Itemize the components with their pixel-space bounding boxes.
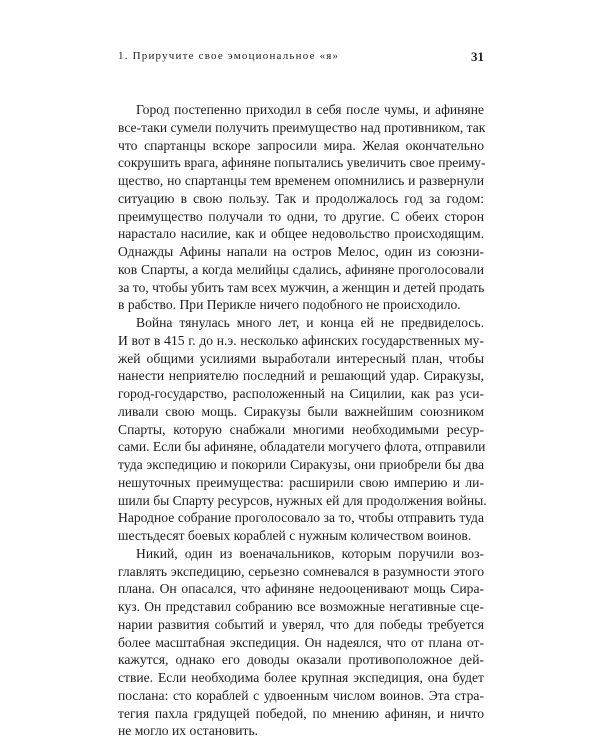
page-number: 31 (471, 49, 484, 64)
text-line: более масштабная экспедиция. Он надеялся, что от плана от- (118, 634, 484, 650)
text-line: Однажды Афины напали на остров Мелос, один из союзни- (118, 244, 484, 259)
text-line: И вот в 415 г. до н.э. несколько афинских государственных му- (118, 332, 484, 348)
text-line: главлять экспедицию, серьезно сомневался в разумности этого (118, 563, 484, 579)
text-line: ствие. Если необходима более крупная экспедиция, она будет (118, 670, 484, 685)
paragraph-1 (118, 101, 484, 314)
text-line: Война тянулась много лет, и конца ей не предвиделось. (136, 315, 484, 330)
text-line: куз. Он представил собранию все возможные негативные сце- (118, 599, 484, 614)
text-line: нарастало насилие, как и общее недовольство происходящим. (118, 226, 484, 242)
text-line: преимущество получали то одни, то другие. С обеих сторон (118, 208, 484, 224)
text-line: жей общими усилиями выработали интересный план, чтобы (118, 350, 484, 366)
text-line: нанести неприятелю последний и решающий удар. Сиракузы, (118, 368, 484, 384)
text-line: ков Спарты, а когда мелийцы сдались, афиняне проголосовали (118, 261, 484, 277)
text-line: Народное собрание проголосовало за то, чтобы отправить туда (118, 510, 484, 526)
text-line: тегия пахла грядущей победой, по мнению афинян, и ничто (118, 705, 484, 721)
text-line: не могло их остановить. (118, 723, 259, 739)
text-line: в рабство. При Перикле ничего подобного не происходило. (118, 297, 461, 313)
text-line: щество, но спартанцы тем временем опомнились и развернули (118, 173, 484, 188)
text-line: Никий, один из военачальников, которым поручили воз- (136, 545, 484, 561)
text-line: туда экспедицию и покорили Сиракузы, они приобрели бы два (118, 457, 484, 472)
text-line: кажутся, однако его доводы оказали противоположное дей- (118, 652, 484, 668)
running-header (118, 50, 484, 66)
paragraph-3 (118, 545, 484, 740)
text-line: Город постепенно приходил в себя после чумы, и афиняне (136, 102, 484, 117)
text-line: сами. Если бы афиняне, обладатели могучего флота, отправили (118, 439, 486, 455)
text-line: шили бы Спарту ресурсов, нужных ей для продолжения войны. (118, 492, 487, 508)
text-line: что спартанцы вскоре запросили мира. Желая окончательно (118, 137, 484, 153)
text-line: за то, чтобы убить там всех мужчин, а женщин и детей продать (118, 279, 485, 295)
text-line: послана: сто кораблей с удвоенным числом воинов. Эта стра- (118, 687, 484, 703)
text-line: ситуацию в свою пользу. Так и продолжалось год за годом: (118, 190, 484, 206)
chapter-title: 1. Приручите свое эмоциональное «я» (118, 50, 340, 62)
body-text (118, 101, 487, 740)
text-line: плана. Он опасался, что афиняне недооценивают мощь Сира- (118, 581, 484, 597)
text-line: ливали свою мощь. Сиракузы были важнейшим союзником (118, 403, 484, 419)
text-line: нешуточных преимущества: расширили свою империю и ли- (118, 474, 484, 490)
text-line: нарии развития событий и уверял, что для победы требуется (118, 616, 484, 632)
text-line: город-государство, расположенный на Сицилии, как раз уси- (118, 386, 484, 401)
text-line: все-таки сумели получить преимущество над противником, так (118, 119, 486, 135)
text-line: сокрушить врага, афиняне попытались увеличить свое преиму- (118, 155, 486, 171)
text-line: шестьдесят боевых кораблей с нужным количеством воинов. (118, 528, 472, 543)
paragraph-2 (118, 314, 487, 545)
text-line: Спарты, которую снабжали многими необходимыми ресур- (118, 421, 484, 437)
